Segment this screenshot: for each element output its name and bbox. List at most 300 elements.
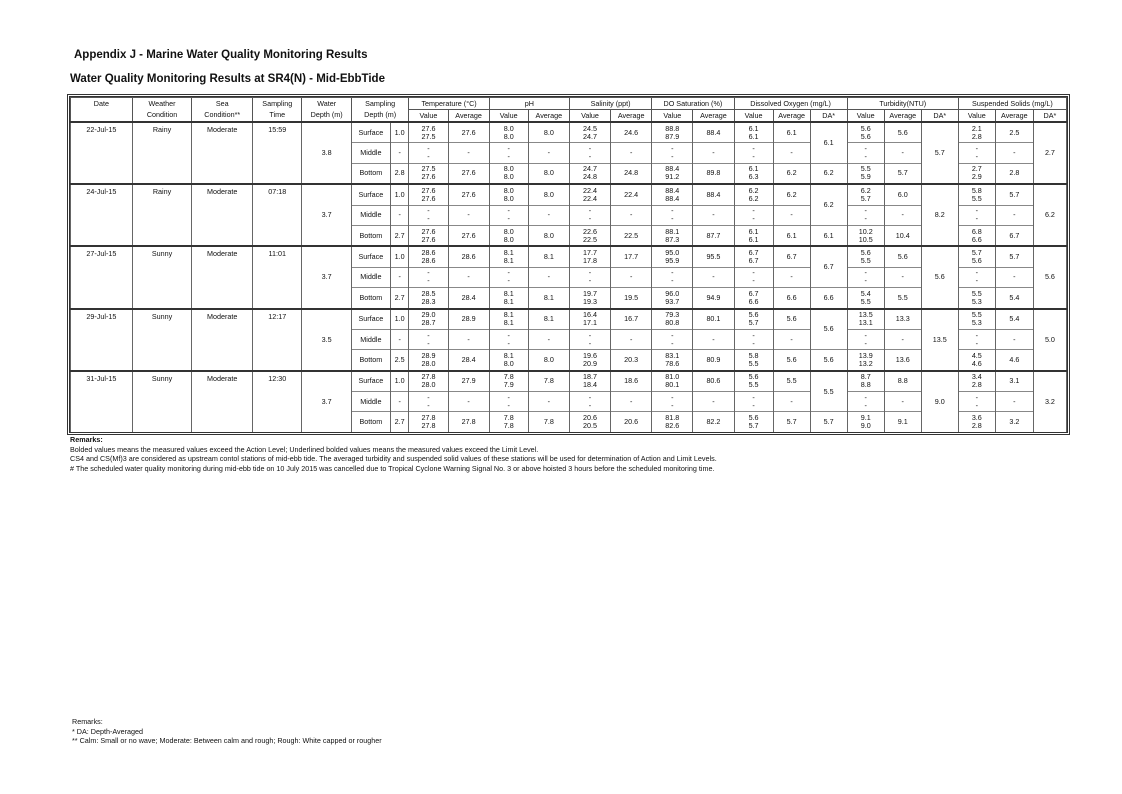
sampling-level-cell: Middle <box>351 143 390 163</box>
salinity-average-cell: 20.6 <box>611 412 652 432</box>
suspended-solids-value-cell: 2.7 2.9 <box>958 163 995 184</box>
turbidity-average-cell: 5.5 <box>884 288 921 309</box>
suspended-solids-value-cell: 5.7 5.6 <box>958 246 995 267</box>
date-cell: 27-Jul-15 <box>71 246 133 308</box>
header-sampling-depth: Sampling <box>351 98 409 110</box>
sampling-level-cell: Surface <box>351 246 390 267</box>
sampling-depth-cell: - <box>390 143 409 163</box>
water-depth-cell: 3.7 <box>302 184 351 246</box>
turbidity-value-cell: - - <box>847 143 884 163</box>
suspended-solids-value-cell: 2.1 2.8 <box>958 122 995 143</box>
date-cell: 22-Jul-15 <box>71 122 133 184</box>
temperature-value-cell: - - <box>409 143 448 163</box>
header-value: Value <box>734 110 773 123</box>
dissolved-oxygen-value-cell: 5.6 5.7 <box>734 309 773 330</box>
dissolved-oxygen-da-cell: 5.6 <box>810 309 847 350</box>
remarks <box>70 435 717 473</box>
temperature-average-cell: 28.9 <box>448 309 489 330</box>
header-average: Average <box>528 110 569 123</box>
temperature-average-cell: 27.8 <box>448 412 489 432</box>
temperature-value-cell: 27.6 27.6 <box>409 225 448 246</box>
do-saturation-average-cell: - <box>693 267 734 287</box>
turbidity-value-cell: 13.9 13.2 <box>847 350 884 371</box>
ph-average-cell: 8.0 <box>528 350 569 371</box>
sampling-depth-cell: - <box>390 267 409 287</box>
header-weather: Weather <box>132 98 192 110</box>
sampling-level-cell: Bottom <box>351 288 390 309</box>
turbidity-da-cell: 13.5 <box>921 309 958 371</box>
temperature-value-cell: - - <box>409 267 448 287</box>
temperature-value-cell: 27.8 27.8 <box>409 412 448 432</box>
turbidity-value-cell: 6.2 5.7 <box>847 184 884 205</box>
weather-cell: Sunny <box>132 371 192 432</box>
table-title: Water Quality Monitoring Results at SR4(N) - Mid-EbbTide <box>70 73 385 85</box>
salinity-value-cell: 17.7 17.8 <box>569 246 610 267</box>
header-date: Date <box>71 98 133 110</box>
header-sampling-time-sub: Time <box>253 110 302 123</box>
sampling-level-cell: Middle <box>351 329 390 349</box>
temperature-average-cell: 27.6 <box>448 163 489 184</box>
temperature-value-cell: - - <box>409 205 448 225</box>
dissolved-oxygen-average-cell: 6.6 <box>773 288 810 309</box>
sea-condition-cell: Moderate <box>192 184 253 246</box>
salinity-value-cell: 18.7 18.4 <box>569 371 610 392</box>
header-value: Value <box>958 110 995 123</box>
header-weather-sub: Condition <box>132 110 192 123</box>
footnote-line: * DA: Depth-Averaged <box>72 726 143 736</box>
sampling-level-cell: Surface <box>351 184 390 205</box>
remarks-title: Remarks: <box>70 435 103 444</box>
do-saturation-average-cell: - <box>693 329 734 349</box>
ph-value-cell: 8.1 8.1 <box>489 288 528 309</box>
salinity-value-cell: 20.6 20.5 <box>569 412 610 432</box>
suspended-solids-average-cell: 5.4 <box>995 288 1033 309</box>
salinity-average-cell: 20.3 <box>611 350 652 371</box>
sampling-depth-cell: - <box>390 205 409 225</box>
turbidity-da-cell: 8.2 <box>921 184 958 246</box>
water-depth-cell: 3.7 <box>302 246 351 308</box>
header-da: DA* <box>921 110 958 123</box>
turbidity-average-cell: 13.6 <box>884 350 921 371</box>
remarks-line: # The scheduled water quality monitoring during mid-ebb tide on 10 July 2015 was cancelled due to Tropical Cyclone Warning Signal No. 3 or above hoisted 3 hours before the scheduled monitoring time. <box>70 463 715 473</box>
sampling-time-cell: 12:17 <box>253 309 302 371</box>
header-sampling-time: Sampling <box>253 98 302 110</box>
dissolved-oxygen-value-cell: 6.7 6.7 <box>734 246 773 267</box>
salinity-average-cell: - <box>611 329 652 349</box>
suspended-solids-value-cell: - - <box>958 392 995 412</box>
header-da: DA* <box>810 110 847 123</box>
weather-cell: Rainy <box>132 122 192 184</box>
temperature-average-cell: - <box>448 205 489 225</box>
header-value: Value <box>409 110 448 123</box>
do-saturation-value-cell: - - <box>652 267 693 287</box>
ph-average-cell: 8.0 <box>528 225 569 246</box>
salinity-average-cell: - <box>611 143 652 163</box>
remarks-line: Bolded values means the measured values exceed the Action Level; Underlined bolded values means the measured values exceed the Limit Level. <box>70 444 539 454</box>
temperature-average-cell: - <box>448 143 489 163</box>
sampling-time-cell: 12:30 <box>253 371 302 432</box>
suspended-solids-average-cell: - <box>995 392 1033 412</box>
do-saturation-value-cell: 95.0 95.9 <box>652 246 693 267</box>
dissolved-oxygen-value-cell: - - <box>734 205 773 225</box>
dissolved-oxygen-average-cell: 5.5 <box>773 371 810 392</box>
temperature-value-cell: 28.6 28.6 <box>409 246 448 267</box>
dissolved-oxygen-average-cell: 5.7 <box>773 412 810 432</box>
salinity-average-cell: - <box>611 267 652 287</box>
do-saturation-value-cell: 96.0 93.7 <box>652 288 693 309</box>
dissolved-oxygen-average-cell: 6.1 <box>773 225 810 246</box>
temperature-average-cell: 27.6 <box>448 122 489 143</box>
turbidity-value-cell: - - <box>847 205 884 225</box>
temperature-average-cell: 28.4 <box>448 350 489 371</box>
turbidity-da-cell: 5.6 <box>921 246 958 308</box>
ph-value-cell: 8.1 8.1 <box>489 246 528 267</box>
do-saturation-value-cell: 88.8 87.9 <box>652 122 693 143</box>
do-saturation-average-cell: 87.7 <box>693 225 734 246</box>
salinity-average-cell: 18.6 <box>611 371 652 392</box>
sampling-level-cell: Bottom <box>351 163 390 184</box>
sampling-depth-cell: 1.0 <box>390 184 409 205</box>
salinity-value-cell: 16.4 17.1 <box>569 309 610 330</box>
header-group: Temperature (°C) <box>409 98 489 110</box>
header-value: Value <box>489 110 528 123</box>
suspended-solids-value-cell: 5.5 5.3 <box>958 288 995 309</box>
do-saturation-average-cell: 94.9 <box>693 288 734 309</box>
header-value: Value <box>569 110 610 123</box>
ph-value-cell: 8.0 8.0 <box>489 184 528 205</box>
ph-value-cell: 7.8 7.8 <box>489 412 528 432</box>
suspended-solids-da-cell: 3.2 <box>1033 371 1066 432</box>
ph-value-cell: 8.0 8.0 <box>489 225 528 246</box>
sampling-time-cell: 11:01 <box>253 246 302 308</box>
weather-cell: Sunny <box>132 246 192 308</box>
ph-average-cell: - <box>528 392 569 412</box>
dissolved-oxygen-average-cell: 6.2 <box>773 184 810 205</box>
sampling-level-cell: Bottom <box>351 350 390 371</box>
ph-average-cell: - <box>528 205 569 225</box>
dissolved-oxygen-average-cell: 6.7 <box>773 246 810 267</box>
results-table <box>70 97 1067 432</box>
appendix-title: Appendix J - Marine Water Quality Monitoring Results <box>74 49 368 61</box>
turbidity-average-cell: - <box>884 143 921 163</box>
temperature-value-cell: 27.8 28.0 <box>409 371 448 392</box>
suspended-solids-value-cell: - - <box>958 143 995 163</box>
dissolved-oxygen-da-cell: 6.2 <box>810 184 847 225</box>
table-row <box>71 246 1067 267</box>
date-cell: 24-Jul-15 <box>71 184 133 246</box>
salinity-value-cell: 19.7 19.3 <box>569 288 610 309</box>
sea-condition-cell: Moderate <box>192 371 253 432</box>
turbidity-average-cell: 6.0 <box>884 184 921 205</box>
turbidity-value-cell: 8.7 8.8 <box>847 371 884 392</box>
suspended-solids-value-cell: - - <box>958 267 995 287</box>
dissolved-oxygen-average-cell: 5.6 <box>773 350 810 371</box>
salinity-average-cell: 24.6 <box>611 122 652 143</box>
suspended-solids-da-cell: 6.2 <box>1033 184 1066 246</box>
sampling-depth-cell: 1.0 <box>390 122 409 143</box>
do-saturation-average-cell: 88.4 <box>693 122 734 143</box>
ph-average-cell: 8.1 <box>528 309 569 330</box>
turbidity-value-cell: 5.6 5.6 <box>847 122 884 143</box>
header-average: Average <box>611 110 652 123</box>
do-saturation-value-cell: 88.4 88.4 <box>652 184 693 205</box>
turbidity-value-cell: 9.1 9.0 <box>847 412 884 432</box>
dissolved-oxygen-value-cell: 6.1 6.1 <box>734 225 773 246</box>
turbidity-value-cell: - - <box>847 392 884 412</box>
ph-average-cell: 8.1 <box>528 288 569 309</box>
sampling-depth-cell: - <box>390 392 409 412</box>
turbidity-average-cell: 13.3 <box>884 309 921 330</box>
sampling-level-cell: Surface <box>351 122 390 143</box>
dissolved-oxygen-average-cell: - <box>773 267 810 287</box>
do-saturation-value-cell: 81.8 82.6 <box>652 412 693 432</box>
do-saturation-value-cell: - - <box>652 143 693 163</box>
dissolved-oxygen-value-cell: - - <box>734 267 773 287</box>
suspended-solids-value-cell: - - <box>958 205 995 225</box>
do-saturation-average-cell: - <box>693 392 734 412</box>
remarks-line: CS4 and CS(Mf)3 are considered as upstream contol stations of mid-ebb tide. The averaged turbidity and suspended solid values of these stations will be used for determination of Action and Limit Levels. <box>70 454 717 463</box>
header-da: DA* <box>1033 110 1066 123</box>
suspended-solids-average-cell: 3.1 <box>995 371 1033 392</box>
sampling-level-cell: Surface <box>351 371 390 392</box>
salinity-value-cell: 24.5 24.7 <box>569 122 610 143</box>
ph-average-cell: - <box>528 143 569 163</box>
dissolved-oxygen-bottom-cell: 6.1 <box>810 225 847 246</box>
turbidity-average-cell: - <box>884 392 921 412</box>
footnote-line: ** Calm: Small or no wave; Moderate: Between calm and rough; Rough: White capped or rougher <box>72 736 382 745</box>
turbidity-value-cell: 5.5 5.9 <box>847 163 884 184</box>
sampling-depth-cell: 1.0 <box>390 309 409 330</box>
sampling-depth-cell: 2.7 <box>390 225 409 246</box>
weather-cell: Sunny <box>132 309 192 371</box>
header-average: Average <box>995 110 1033 123</box>
turbidity-average-cell: - <box>884 267 921 287</box>
header-group: Dissolved Oxygen (mg/L) <box>734 98 847 110</box>
header-water-depth-sub: Depth (m) <box>302 110 351 123</box>
dissolved-oxygen-value-cell: 5.8 5.5 <box>734 350 773 371</box>
turbidity-value-cell: 13.5 13.1 <box>847 309 884 330</box>
sampling-time-cell: 15:59 <box>253 122 302 184</box>
header-sea: Sea <box>192 98 253 110</box>
do-saturation-average-cell: 80.9 <box>693 350 734 371</box>
ph-average-cell: 8.1 <box>528 246 569 267</box>
suspended-solids-average-cell: 5.7 <box>995 246 1033 267</box>
water-depth-cell: 3.7 <box>302 371 351 432</box>
do-saturation-average-cell: 80.1 <box>693 309 734 330</box>
header-water-depth: Water <box>302 98 351 110</box>
temperature-average-cell: 28.4 <box>448 288 489 309</box>
sampling-level-cell: Surface <box>351 309 390 330</box>
sea-condition-cell: Moderate <box>192 122 253 184</box>
table-body <box>71 122 1067 432</box>
dissolved-oxygen-da-cell: 6.1 <box>810 122 847 163</box>
table-row <box>71 184 1067 205</box>
dissolved-oxygen-value-cell: 6.7 6.6 <box>734 288 773 309</box>
water-depth-cell: 3.5 <box>302 309 351 371</box>
temperature-value-cell: 28.9 28.0 <box>409 350 448 371</box>
sampling-depth-cell: 1.0 <box>390 371 409 392</box>
header-group: Suspended Solids (mg/L) <box>958 98 1066 110</box>
turbidity-value-cell: - - <box>847 329 884 349</box>
do-saturation-average-cell: 88.4 <box>693 184 734 205</box>
ph-average-cell: 8.0 <box>528 122 569 143</box>
dissolved-oxygen-bottom-cell: 6.6 <box>810 288 847 309</box>
salinity-average-cell: 16.7 <box>611 309 652 330</box>
suspended-solids-average-cell: - <box>995 329 1033 349</box>
dissolved-oxygen-da-cell: 5.5 <box>810 371 847 412</box>
salinity-average-cell: 19.5 <box>611 288 652 309</box>
suspended-solids-da-cell: 5.0 <box>1033 309 1066 371</box>
do-saturation-value-cell: 81.0 80.1 <box>652 371 693 392</box>
sampling-depth-cell: 2.7 <box>390 412 409 432</box>
header-date-cont <box>71 110 133 123</box>
dissolved-oxygen-value-cell: - - <box>734 392 773 412</box>
header-group: DO Saturation (%) <box>652 98 734 110</box>
suspended-solids-da-cell: 5.6 <box>1033 246 1066 308</box>
ph-average-cell: 7.8 <box>528 371 569 392</box>
do-saturation-value-cell: - - <box>652 392 693 412</box>
temperature-average-cell: 28.6 <box>448 246 489 267</box>
salinity-value-cell: - - <box>569 392 610 412</box>
salinity-average-cell: - <box>611 205 652 225</box>
do-saturation-average-cell: 95.5 <box>693 246 734 267</box>
header-value: Value <box>847 110 884 123</box>
footnotes-title: Remarks: <box>72 717 103 726</box>
salinity-average-cell: 22.4 <box>611 184 652 205</box>
dissolved-oxygen-value-cell: 6.1 6.1 <box>734 122 773 143</box>
turbidity-average-cell: 5.6 <box>884 246 921 267</box>
temperature-value-cell: - - <box>409 392 448 412</box>
turbidity-average-cell: 5.6 <box>884 122 921 143</box>
temperature-average-cell: 27.6 <box>448 225 489 246</box>
salinity-average-cell: - <box>611 392 652 412</box>
temperature-value-cell: 27.6 27.5 <box>409 122 448 143</box>
dissolved-oxygen-value-cell: - - <box>734 143 773 163</box>
ph-value-cell: - - <box>489 205 528 225</box>
ph-value-cell: 8.0 8.0 <box>489 122 528 143</box>
dissolved-oxygen-value-cell: 6.2 6.2 <box>734 184 773 205</box>
temperature-value-cell: - - <box>409 329 448 349</box>
ph-value-cell: 8.0 8.0 <box>489 163 528 184</box>
turbidity-average-cell: 9.1 <box>884 412 921 432</box>
sea-condition-cell: Moderate <box>192 246 253 308</box>
table-row <box>71 122 1067 143</box>
header-average: Average <box>884 110 921 123</box>
suspended-solids-average-cell: 4.6 <box>995 350 1033 371</box>
dissolved-oxygen-bottom-cell: 5.7 <box>810 412 847 432</box>
header-group: pH <box>489 98 569 110</box>
header-average: Average <box>448 110 489 123</box>
sampling-depth-cell: 2.7 <box>390 288 409 309</box>
footnotes <box>72 717 382 746</box>
dissolved-oxygen-value-cell: 6.1 6.3 <box>734 163 773 184</box>
sampling-level-cell: Bottom <box>351 412 390 432</box>
do-saturation-average-cell: 89.8 <box>693 163 734 184</box>
ph-value-cell: - - <box>489 392 528 412</box>
ph-average-cell: - <box>528 329 569 349</box>
header-value: Value <box>652 110 693 123</box>
sampling-level-cell: Middle <box>351 392 390 412</box>
dissolved-oxygen-average-cell: - <box>773 392 810 412</box>
salinity-value-cell: - - <box>569 329 610 349</box>
turbidity-average-cell: - <box>884 329 921 349</box>
suspended-solids-da-cell: 2.7 <box>1033 122 1066 184</box>
suspended-solids-value-cell: 3.6 2.8 <box>958 412 995 432</box>
suspended-solids-average-cell: 2.5 <box>995 122 1033 143</box>
suspended-solids-average-cell: 6.7 <box>995 225 1033 246</box>
temperature-average-cell: - <box>448 329 489 349</box>
ph-value-cell: - - <box>489 329 528 349</box>
suspended-solids-value-cell: 3.4 2.8 <box>958 371 995 392</box>
dissolved-oxygen-value-cell: - - <box>734 329 773 349</box>
header-average: Average <box>773 110 810 123</box>
salinity-value-cell: 22.6 22.5 <box>569 225 610 246</box>
salinity-value-cell: 24.7 24.8 <box>569 163 610 184</box>
temperature-average-cell: 27.9 <box>448 371 489 392</box>
ph-average-cell: 7.8 <box>528 412 569 432</box>
salinity-value-cell: - - <box>569 267 610 287</box>
sampling-time-cell: 07:18 <box>253 184 302 246</box>
temperature-average-cell: 27.6 <box>448 184 489 205</box>
do-saturation-value-cell: 79.3 80.8 <box>652 309 693 330</box>
sampling-level-cell: Middle <box>351 267 390 287</box>
dissolved-oxygen-bottom-cell: 5.6 <box>810 350 847 371</box>
weather-cell: Rainy <box>132 184 192 246</box>
ph-value-cell: 8.1 8.0 <box>489 350 528 371</box>
salinity-average-cell: 24.8 <box>611 163 652 184</box>
turbidity-value-cell: - - <box>847 267 884 287</box>
dissolved-oxygen-average-cell: - <box>773 205 810 225</box>
dissolved-oxygen-average-cell: - <box>773 143 810 163</box>
turbidity-value-cell: 5.6 5.5 <box>847 246 884 267</box>
ph-value-cell: 7.8 7.9 <box>489 371 528 392</box>
suspended-solids-value-cell: 5.8 5.5 <box>958 184 995 205</box>
ph-average-cell: 8.0 <box>528 184 569 205</box>
salinity-average-cell: 17.7 <box>611 246 652 267</box>
sampling-level-cell: Bottom <box>351 225 390 246</box>
date-cell: 29-Jul-15 <box>71 309 133 371</box>
temperature-value-cell: 29.0 28.7 <box>409 309 448 330</box>
do-saturation-average-cell: - <box>693 205 734 225</box>
temperature-value-cell: 27.6 27.6 <box>409 184 448 205</box>
table-header <box>71 98 1067 123</box>
suspended-solids-value-cell: 5.5 5.3 <box>958 309 995 330</box>
dissolved-oxygen-value-cell: 5.6 5.5 <box>734 371 773 392</box>
suspended-solids-average-cell: 2.8 <box>995 163 1033 184</box>
dissolved-oxygen-average-cell: - <box>773 329 810 349</box>
salinity-value-cell: - - <box>569 143 610 163</box>
do-saturation-average-cell: 82.2 <box>693 412 734 432</box>
suspended-solids-average-cell: 3.2 <box>995 412 1033 432</box>
turbidity-value-cell: 10.2 10.5 <box>847 225 884 246</box>
do-saturation-value-cell: - - <box>652 205 693 225</box>
do-saturation-value-cell: 83.1 78.6 <box>652 350 693 371</box>
dissolved-oxygen-bottom-cell: 6.2 <box>810 163 847 184</box>
sampling-depth-cell: 2.5 <box>390 350 409 371</box>
suspended-solids-average-cell: 5.4 <box>995 309 1033 330</box>
salinity-average-cell: 22.5 <box>611 225 652 246</box>
dissolved-oxygen-value-cell: 5.6 5.7 <box>734 412 773 432</box>
dissolved-oxygen-average-cell: 5.6 <box>773 309 810 330</box>
header-sampling-depth-sub: Depth (m) <box>351 110 409 123</box>
turbidity-value-cell: 5.4 5.5 <box>847 288 884 309</box>
suspended-solids-value-cell: 4.5 4.6 <box>958 350 995 371</box>
do-saturation-value-cell: - - <box>652 329 693 349</box>
date-cell: 31-Jul-15 <box>71 371 133 432</box>
turbidity-average-cell: 10.4 <box>884 225 921 246</box>
header-sea-sub: Condition** <box>192 110 253 123</box>
table-row <box>71 371 1067 392</box>
